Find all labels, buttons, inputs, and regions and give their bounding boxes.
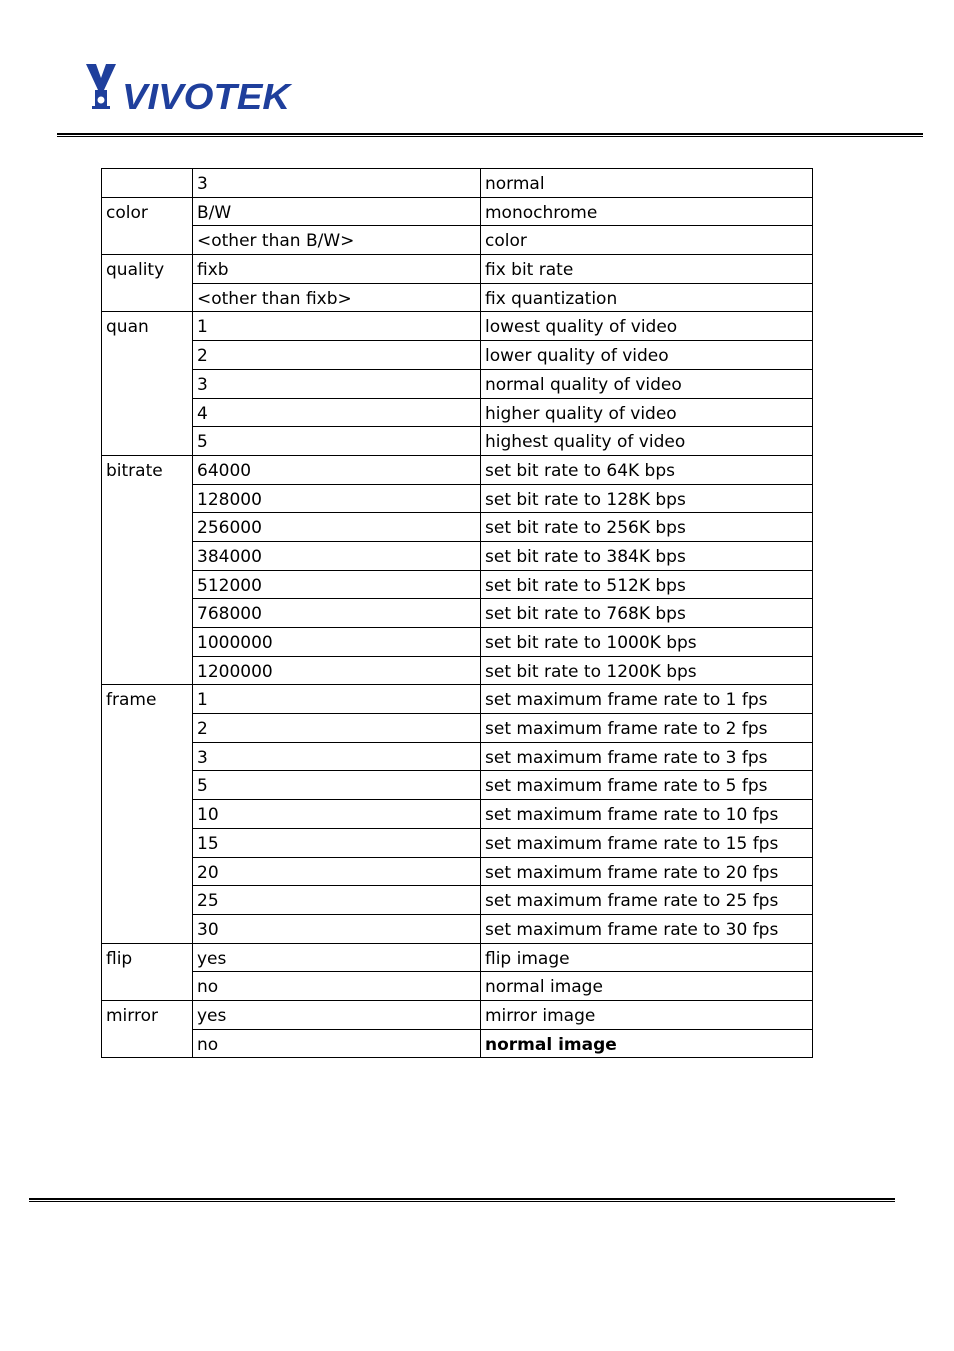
parameter-description-cell: lowest quality of video <box>481 312 813 341</box>
parameter-name-cell: color <box>102 197 193 254</box>
header-divider <box>57 133 923 137</box>
table-row <box>102 943 813 972</box>
table-row <box>102 800 813 829</box>
parameter-description-cell: set maximum frame rate to 1 fps <box>481 685 813 714</box>
table-row <box>102 1000 813 1029</box>
table-row <box>102 742 813 771</box>
parameter-description-cell: set maximum frame rate to 15 fps <box>481 828 813 857</box>
table-row <box>102 398 813 427</box>
table-row <box>102 1029 813 1058</box>
parameter-value-cell: 4 <box>193 398 481 427</box>
table-row <box>102 513 813 542</box>
table-row <box>102 886 813 915</box>
parameter-value-cell: 5 <box>193 427 481 456</box>
table-row <box>102 570 813 599</box>
parameter-description-cell: normal <box>481 169 813 198</box>
table-row <box>102 771 813 800</box>
parameter-name-cell: quan <box>102 312 193 455</box>
parameter-value-cell: no <box>193 972 481 1001</box>
parameter-value-cell: 2 <box>193 714 481 743</box>
table-row <box>102 685 813 714</box>
table-row <box>102 455 813 484</box>
parameter-value-cell: <other than fixb> <box>193 283 481 312</box>
parameter-value-cell: 25 <box>193 886 481 915</box>
table-row <box>102 341 813 370</box>
parameter-value-cell: 3 <box>193 742 481 771</box>
table-row <box>102 828 813 857</box>
table-row <box>102 656 813 685</box>
parameter-value-cell: fixb <box>193 255 481 284</box>
table-row <box>102 197 813 226</box>
parameter-value-cell: 1 <box>193 312 481 341</box>
parameter-description-cell: fix bit rate <box>481 255 813 284</box>
parameter-name-cell <box>102 169 193 198</box>
logo-wordmark: VIVOTEK <box>122 76 294 116</box>
parameter-description-cell: normal quality of video <box>481 369 813 398</box>
parameter-description-cell: color <box>481 226 813 255</box>
parameter-description-cell: set bit rate to 64K bps <box>481 455 813 484</box>
parameter-description-cell: lower quality of video <box>481 341 813 370</box>
parameter-name-cell: frame <box>102 685 193 943</box>
parameter-value-cell: 5 <box>193 771 481 800</box>
parameter-description-cell: mirror image <box>481 1000 813 1029</box>
parameter-description-cell: set maximum frame rate to 2 fps <box>481 714 813 743</box>
table-row <box>102 312 813 341</box>
parameter-description-cell: set bit rate to 512K bps <box>481 570 813 599</box>
table-row <box>102 255 813 284</box>
parameter-description-cell: set bit rate to 1200K bps <box>481 656 813 685</box>
parameter-value-cell: 64000 <box>193 455 481 484</box>
parameter-value-cell: <other than B/W> <box>193 226 481 255</box>
parameter-name-cell: flip <box>102 943 193 1000</box>
parameter-value-cell: 768000 <box>193 599 481 628</box>
parameter-value-cell: 10 <box>193 800 481 829</box>
table-row <box>102 914 813 943</box>
parameter-description-cell: higher quality of video <box>481 398 813 427</box>
parameter-value-cell: yes <box>193 943 481 972</box>
parameter-value-cell: B/W <box>193 197 481 226</box>
table-row <box>102 857 813 886</box>
parameter-description-cell: set maximum frame rate to 20 fps <box>481 857 813 886</box>
table-row <box>102 599 813 628</box>
parameter-description-cell: set bit rate to 1000K bps <box>481 628 813 657</box>
parameter-description-cell: set bit rate to 256K bps <box>481 513 813 542</box>
parameter-description-cell: set maximum frame rate to 30 fps <box>481 914 813 943</box>
parameter-description-cell: flip image <box>481 943 813 972</box>
table-row <box>102 427 813 456</box>
footer-divider <box>29 1198 895 1202</box>
parameter-value-cell: 3 <box>193 369 481 398</box>
table-row <box>102 541 813 570</box>
parameter-value-cell: 2 <box>193 341 481 370</box>
parameter-description-cell: set maximum frame rate to 10 fps <box>481 800 813 829</box>
parameter-name-cell: quality <box>102 255 193 312</box>
parameter-value-cell: 3 <box>193 169 481 198</box>
parameter-table <box>101 168 813 1058</box>
parameter-description-cell: set bit rate to 128K bps <box>481 484 813 513</box>
parameter-value-cell: 20 <box>193 857 481 886</box>
parameter-description-cell: monochrome <box>481 197 813 226</box>
parameter-value-cell: 30 <box>193 914 481 943</box>
table-row <box>102 226 813 255</box>
parameter-description-cell: fix quantization <box>481 283 813 312</box>
parameter-description-cell: set bit rate to 768K bps <box>481 599 813 628</box>
parameter-description-cell: normal image <box>481 972 813 1001</box>
parameter-description-cell: set bit rate to 384K bps <box>481 541 813 570</box>
parameter-description-cell: set maximum frame rate to 25 fps <box>481 886 813 915</box>
camera-logo-icon <box>84 60 294 116</box>
table-row <box>102 484 813 513</box>
parameter-value-cell: 1000000 <box>193 628 481 657</box>
parameter-description-cell: set maximum frame rate to 3 fps <box>481 742 813 771</box>
table-row <box>102 283 813 312</box>
parameter-description-cell: normal image <box>481 1029 813 1058</box>
parameter-description-cell: highest quality of video <box>481 427 813 456</box>
table-row <box>102 628 813 657</box>
table-row <box>102 169 813 198</box>
parameter-value-cell: yes <box>193 1000 481 1029</box>
vivotek-logo <box>84 60 294 116</box>
parameter-name-cell: mirror <box>102 1000 193 1057</box>
parameter-value-cell: 512000 <box>193 570 481 599</box>
parameter-value-cell: 128000 <box>193 484 481 513</box>
parameter-value-cell: no <box>193 1029 481 1058</box>
parameter-value-cell: 1 <box>193 685 481 714</box>
table-row <box>102 972 813 1001</box>
parameter-value-cell: 15 <box>193 828 481 857</box>
parameter-table-body <box>102 169 813 1058</box>
parameter-description-cell: set maximum frame rate to 5 fps <box>481 771 813 800</box>
parameter-value-cell: 384000 <box>193 541 481 570</box>
parameter-name-cell: bitrate <box>102 455 193 685</box>
parameter-value-cell: 1200000 <box>193 656 481 685</box>
parameter-value-cell: 256000 <box>193 513 481 542</box>
table-row <box>102 369 813 398</box>
table-row <box>102 714 813 743</box>
